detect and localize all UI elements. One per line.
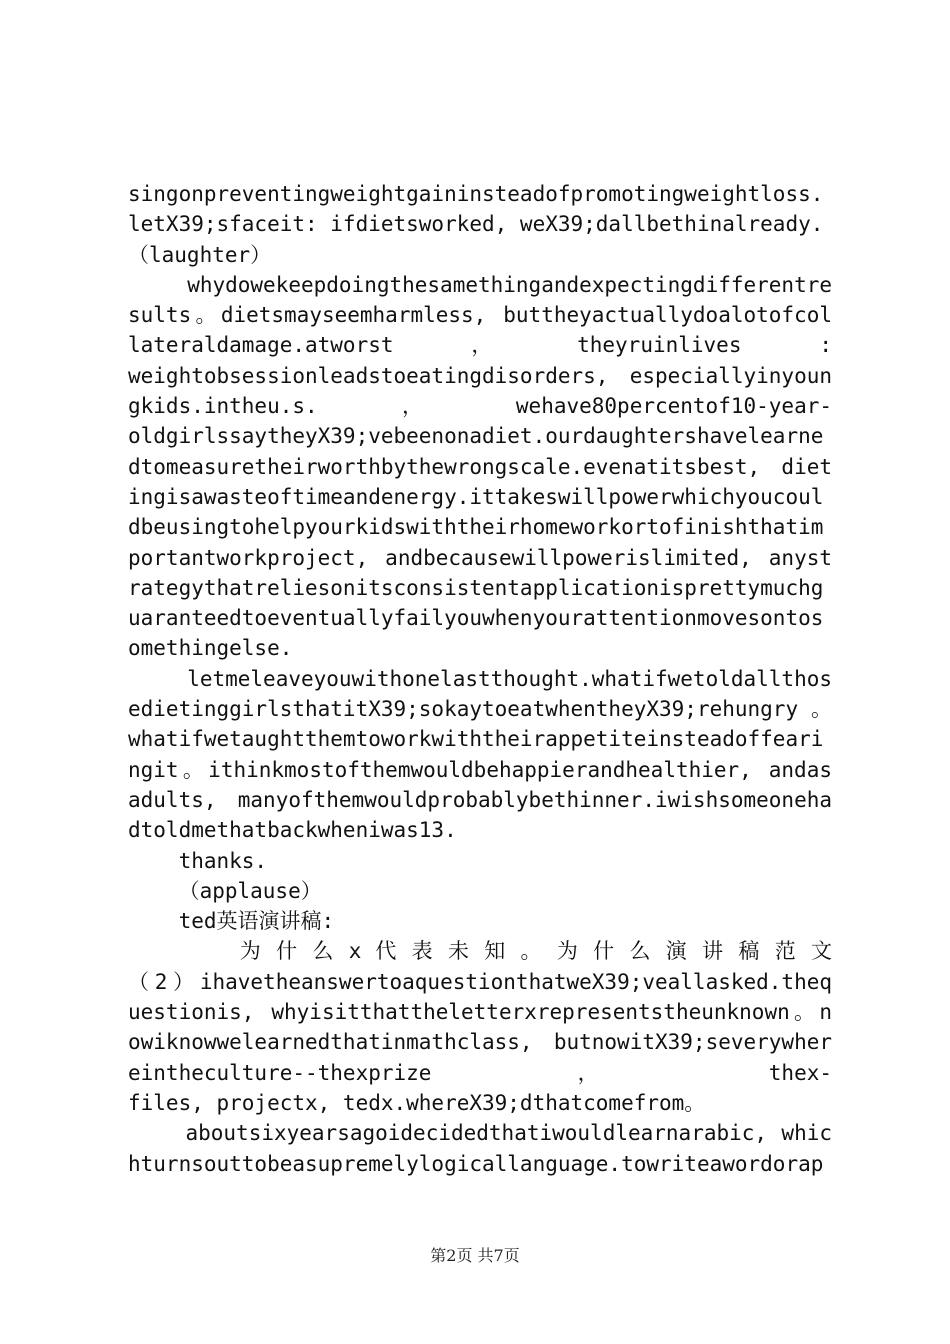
text-line: omethingelse. — [128, 636, 293, 661]
text-line: whydowekeepdoingthesamethingandexpectingdifferentre — [128, 272, 832, 297]
page-number-footer: 第2页 共7页 — [430, 1246, 520, 1265]
text-line: eintheculture--thexprize ， thex- — [128, 1060, 832, 1085]
text-line: uestionis, whyisitthattheletterxrepresentstheunknown。n — [128, 1000, 832, 1025]
text-line: thanks. — [128, 848, 268, 873]
text-line: adults, manyofthemwouldprobablybethinner.iwishsomeoneha — [128, 787, 832, 812]
text-line: （laughter） — [128, 242, 272, 267]
text-line: uaranteedtoeventuallyfailyouwhenyourattentionmovesontos — [128, 606, 824, 631]
text-line: owiknowwelearnedthatinmathclass, butnowitX39;severywher — [128, 1030, 832, 1055]
text-line: rategythatreliesonitsconsistentapplicationisprettymuchg — [128, 575, 824, 600]
text-line: ted英语演讲稿: — [128, 909, 335, 934]
text-line: portantworkproject, andbecausewillpowerislimited, anyst — [128, 545, 832, 570]
text-line: lateraldamage.atworst ， theyruinlives : — [128, 333, 832, 358]
text-line: edietinggirlsthatitX39;sokaytoeatwhentheyX39;rehungry。 — [128, 697, 832, 722]
text-line: aboutsixyearsagoidecidedthatiwouldlearnarabic, whic — [128, 1121, 832, 1146]
text-line: 为 什 么 x 代 表 未 知 。 为 什 么 演 讲 稿 范 文 — [128, 939, 832, 964]
text-line: singonpreventingweightgaininsteadofpromotingweightloss. — [128, 182, 824, 206]
text-line: hturnsouttobeasupremelylogicallanguage.towriteawordorap — [128, 1151, 824, 1176]
text-line: gkids.intheu.s. ， wehave80percentof10-year- — [128, 394, 832, 419]
text-line: oldgirlssaytheyX39;vebeenonadiet.ourdaughtershavelearne — [128, 424, 824, 449]
text-line: dbeusingtohelpyourkidswiththeirhomeworkortofinishthatim — [128, 515, 824, 540]
text-line: dtoldmethatbackwheniwas13. — [128, 818, 457, 843]
text-line: ngit。ithinkmostofthemwouldbehappierandhealthier, andas — [128, 757, 832, 782]
body-text — [128, 179, 832, 1179]
text-line: letX39;sfaceit: ifdietsworked, weX39;dallbethinalready. — [128, 212, 824, 237]
text-line: weightobsessionleadstoeatingdisorders, especiallyinyoun — [128, 363, 832, 388]
text-line: whatifwetaughtthemtoworkwiththeirappetiteinsteadoffeari — [128, 727, 824, 752]
text-line: files, projectx, tedx.whereX39;dthatcomefrom。 — [128, 1090, 706, 1115]
text-line: sults。dietsmayseemharmless, buttheyactuallydoalotofcol — [128, 303, 832, 328]
text-line: letmeleaveyouwithonelastthought.whatifwetoldallthos — [128, 666, 832, 691]
text-line: （2）ihavetheanswertoaquestionthatweX39;veallasked.theq — [128, 969, 832, 994]
text-line: ingisawasteoftimeandenergy.ittakeswillpowerwhichyoucoul — [128, 484, 824, 509]
text-line: （applause） — [128, 878, 322, 903]
text-line: dtomeasuretheirworthbythewrongscale.evenatitsbest, diet — [128, 454, 832, 479]
